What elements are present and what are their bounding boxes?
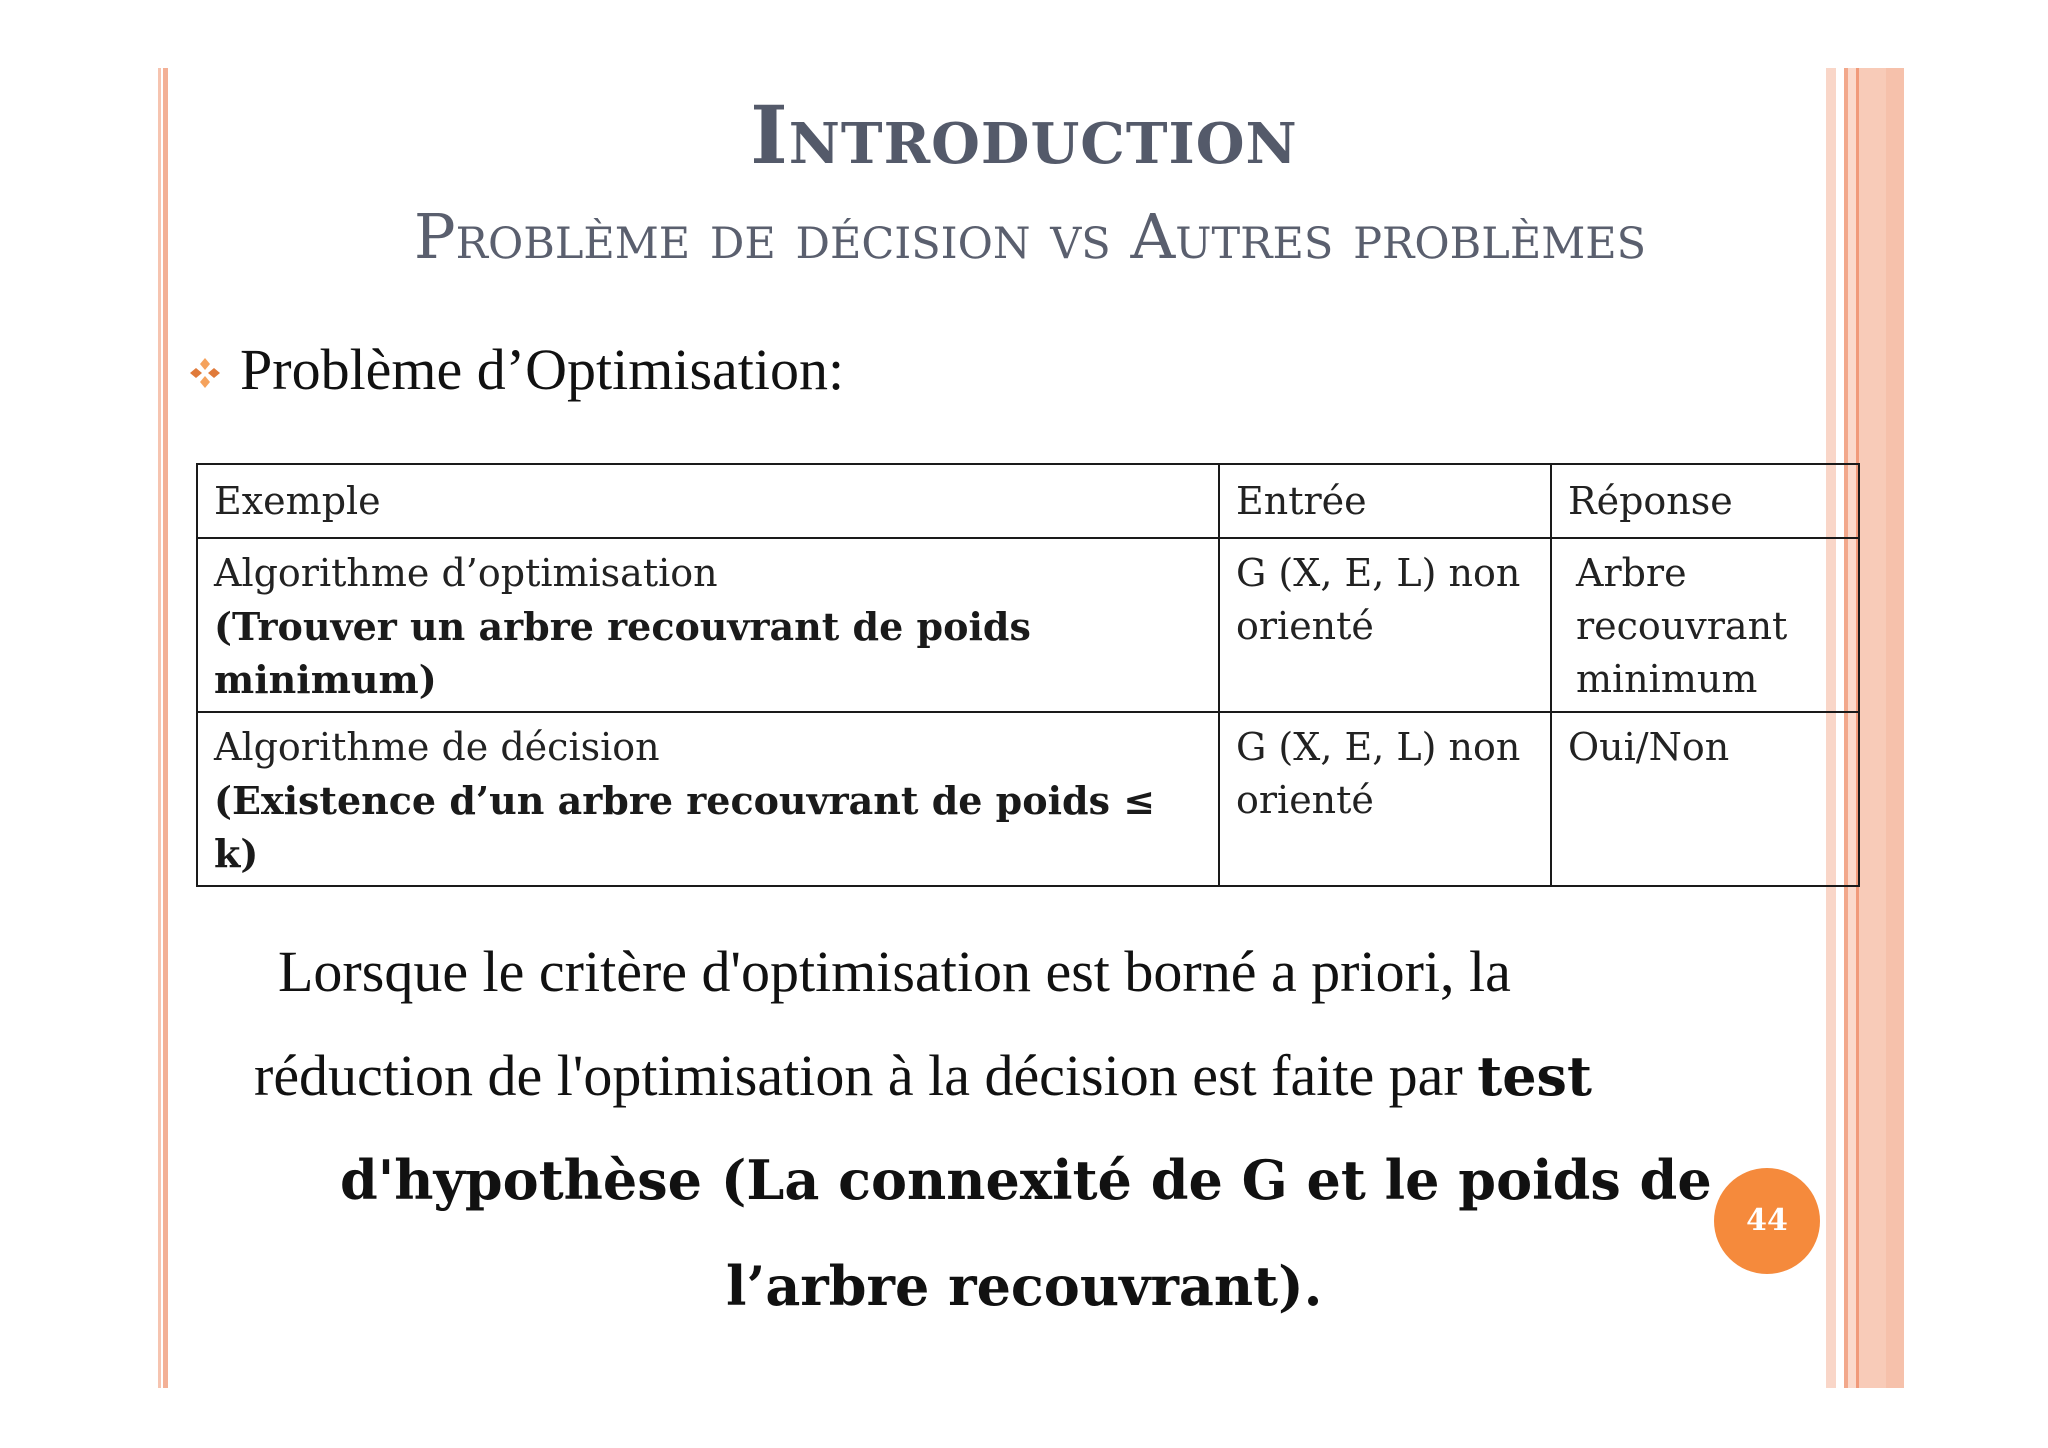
bullet-heading: Problème d’Optimisation:	[240, 337, 845, 402]
cell-entree: G (X, E, L) non orienté	[1219, 712, 1551, 886]
diamond-bullet-icon	[188, 356, 222, 390]
header-entree: Entrée	[1219, 464, 1551, 538]
header-reponse: Réponse	[1551, 464, 1859, 538]
table-row	[197, 538, 1859, 712]
cell-exemple	[197, 712, 1219, 886]
paragraph-line-2-text: réduction de l'optimisation à la décision est faite par	[254, 1043, 1478, 1108]
table-header-row	[197, 464, 1859, 538]
page-number-badge: 44	[1714, 1168, 1820, 1274]
cell-exemple	[197, 538, 1219, 712]
slide-title: Introduction	[750, 88, 1298, 182]
example-description: (Existence d’un arbre recouvrant de poids ≤ k)	[214, 778, 1156, 876]
example-description: (Trouver un arbre recouvrant de poids minimum)	[214, 604, 1031, 702]
cell-reponse: Arbre recouvrant minimum	[1551, 538, 1859, 712]
cell-entree: G (X, E, L) non orienté	[1219, 538, 1551, 712]
table-row	[197, 712, 1859, 886]
comparison-table	[196, 463, 1860, 887]
paragraph-line-2	[254, 1042, 2048, 1109]
header-exemple: Exemple	[197, 464, 1219, 538]
paragraph-line-3: d'hypothèse (La connexité de G et le poids de	[340, 1148, 1712, 1212]
example-label: Algorithme d’optimisation	[214, 551, 718, 595]
paragraph-line-1: Lorsque le critère d'optimisation est borné a priori, la	[278, 939, 1511, 1004]
left-decorative-border	[158, 68, 168, 1388]
example-label: Algorithme de décision	[214, 725, 660, 769]
slide-subtitle: Problème de décision vs Autres problèmes	[413, 200, 1647, 273]
paragraph-line-4: l’arbre recouvrant).	[726, 1254, 1323, 1318]
paragraph-line-2-bold: test	[1477, 1044, 1592, 1108]
cell-reponse: Oui/Non	[1551, 712, 1859, 886]
